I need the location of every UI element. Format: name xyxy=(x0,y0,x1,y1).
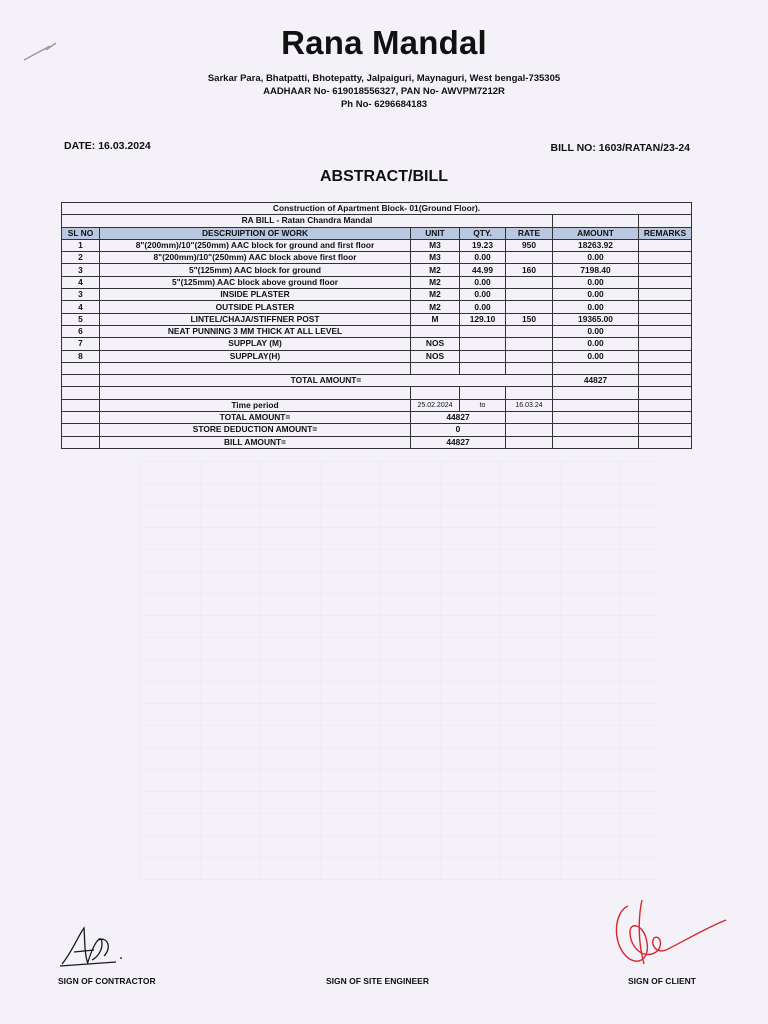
cell-qty xyxy=(460,338,506,350)
project-title: Construction of Apartment Block- 01(Ground Floor). xyxy=(62,203,692,215)
cell-amount: 18263.92 xyxy=(553,239,639,251)
cell-desc: 8"(200mm)/10"(250mm) AAC block above first floor xyxy=(100,252,411,264)
cell-desc: 5"(125mm) AAC block for ground xyxy=(100,264,411,276)
cell-unit: NOS xyxy=(411,338,460,350)
cell-rate: 950 xyxy=(506,239,553,251)
column-header: AMOUNT xyxy=(553,227,639,239)
time-period-label: Time period xyxy=(100,399,411,411)
cell-rate: 160 xyxy=(506,264,553,276)
cell-unit xyxy=(411,325,460,337)
cell-qty: 0.00 xyxy=(460,301,506,313)
table-row xyxy=(62,289,692,301)
cell-qty: 0.00 xyxy=(460,252,506,264)
document-title: ABSTRACT/BILL xyxy=(320,168,448,185)
bill-amount-value: 44827 xyxy=(411,436,506,448)
cell-amount: 0.00 xyxy=(553,301,639,313)
period-from: 25.02.2024 xyxy=(411,399,460,411)
cell-desc: 8"(200mm)/10"(250mm) AAC block for ground and first floor xyxy=(100,239,411,251)
cell-qty: 19.23 xyxy=(460,239,506,251)
cell-remarks xyxy=(639,338,692,350)
client-signature-icon xyxy=(608,898,732,976)
cell-unit: M3 xyxy=(411,252,460,264)
id-line: AADHAAR No- 619018556327, PAN No- AWVPM7212R xyxy=(263,86,505,97)
cell-remarks xyxy=(639,301,692,313)
engineer-sign-label: SIGN OF SITE ENGINEER xyxy=(326,976,429,986)
project-row xyxy=(62,203,692,215)
cell-unit: M3 xyxy=(411,239,460,251)
cell-qty xyxy=(460,350,506,362)
cell-amount: 19365.00 xyxy=(553,313,639,325)
cell-rate xyxy=(506,289,553,301)
ra-bill-label: RA BILL - Ratan Chandra Mandal xyxy=(62,215,553,227)
phone-line: Ph No- 6296684183 xyxy=(340,99,428,110)
cell-sl: 3 xyxy=(62,289,100,301)
cell-desc: OUTSIDE PLASTER xyxy=(100,301,411,313)
cell-amount: 0.00 xyxy=(553,252,639,264)
client-sign-label: SIGN OF CLIENT xyxy=(628,976,696,986)
store-deduction-row xyxy=(62,424,692,436)
table-header-row xyxy=(62,227,692,239)
cell-sl: 8 xyxy=(62,350,100,362)
store-deduction-label: STORE DEDUCTION AMOUNT= xyxy=(100,424,411,436)
cell-unit: M2 xyxy=(411,301,460,313)
contractor-signature-icon xyxy=(58,922,128,970)
store-deduction-value: 0 xyxy=(411,424,506,436)
cell-rate xyxy=(506,301,553,313)
column-header: DESCRUIPTION OF WORK xyxy=(100,227,411,239)
cell-sl: 1 xyxy=(62,239,100,251)
summary-total-value: 44827 xyxy=(411,412,506,424)
cell-rate xyxy=(506,252,553,264)
cell-rate xyxy=(506,325,553,337)
cell-amount: 0.00 xyxy=(553,325,639,337)
cell-rate: 150 xyxy=(506,313,553,325)
item-rows xyxy=(62,239,692,362)
cell-unit: M2 xyxy=(411,276,460,288)
cell-desc: NEAT PUNNING 3 MM THICK AT ALL LEVEL xyxy=(100,325,411,337)
cell-remarks xyxy=(639,325,692,337)
bill-table xyxy=(61,202,692,449)
ra-bill-row xyxy=(62,215,692,227)
show-through-background xyxy=(140,460,660,880)
cell-unit: M2 xyxy=(411,289,460,301)
cell-desc: LINTEL/CHAJA/STIFFNER POST xyxy=(100,313,411,325)
cell-sl: 7 xyxy=(62,338,100,350)
cell-amount: 0.00 xyxy=(553,338,639,350)
summary-total-label: TOTAL AMOUNT= xyxy=(100,412,411,424)
cell-sl: 4 xyxy=(62,276,100,288)
table-row xyxy=(62,276,692,288)
column-header: RATE xyxy=(506,227,553,239)
cell-qty: 0.00 xyxy=(460,289,506,301)
bill-date: DATE: 16.03.2024 xyxy=(64,140,151,152)
table-row xyxy=(62,338,692,350)
cell-remarks xyxy=(639,289,692,301)
column-header: QTY. xyxy=(460,227,506,239)
column-header: SL NO xyxy=(62,227,100,239)
time-period-row xyxy=(62,399,692,411)
cell-qty: 129.10 xyxy=(460,313,506,325)
cell-sl: 6 xyxy=(62,325,100,337)
bill-number: BILL NO: 1603/RATAN/23-24 xyxy=(550,142,690,154)
cell-qty: 0.00 xyxy=(460,276,506,288)
table-row xyxy=(62,350,692,362)
cell-unit: NOS xyxy=(411,350,460,362)
cell-desc: 5"(125mm) AAC block above ground floor xyxy=(100,276,411,288)
blank-row xyxy=(62,362,692,374)
contractor-sign-label: SIGN OF CONTRACTOR xyxy=(58,976,156,986)
blank-row xyxy=(62,387,692,399)
cell-sl: 2 xyxy=(62,252,100,264)
column-header: REMARKS xyxy=(639,227,692,239)
cell-rate xyxy=(506,350,553,362)
cell-desc: INSIDE PLASTER xyxy=(100,289,411,301)
cell-unit: M xyxy=(411,313,460,325)
cell-remarks xyxy=(639,350,692,362)
table-row xyxy=(62,313,692,325)
cell-remarks xyxy=(639,239,692,251)
cell-amount: 7198.40 xyxy=(553,264,639,276)
cell-sl: 3 xyxy=(62,264,100,276)
cell-qty: 44.99 xyxy=(460,264,506,276)
total-label: TOTAL AMOUNT= xyxy=(100,375,553,387)
cell-amount: 0.00 xyxy=(553,276,639,288)
column-header: UNIT xyxy=(411,227,460,239)
cell-amount: 0.00 xyxy=(553,350,639,362)
cell-desc: SUPPLAY (M) xyxy=(100,338,411,350)
cell-sl: 4 xyxy=(62,301,100,313)
period-to-word: to xyxy=(460,399,506,411)
bill-amount-label: BILL AMOUNT= xyxy=(100,436,411,448)
cell-remarks xyxy=(639,252,692,264)
bill-amount-row xyxy=(62,436,692,448)
table-row xyxy=(62,252,692,264)
period-to: 16.03.24 xyxy=(506,399,553,411)
summary-total-row xyxy=(62,412,692,424)
cell-unit: M2 xyxy=(411,264,460,276)
company-name: Rana Mandal xyxy=(281,24,487,61)
cell-rate xyxy=(506,338,553,350)
cell-amount: 0.00 xyxy=(553,289,639,301)
cell-rate xyxy=(506,276,553,288)
cell-remarks xyxy=(639,313,692,325)
cell-desc: SUPPLAY(H) xyxy=(100,350,411,362)
table-row xyxy=(62,325,692,337)
address-line: Sarkar Para, Bhatpatti, Bhotepatty, Jalpaiguri, Maynaguri, West bengal-735305 xyxy=(207,73,561,84)
cell-qty xyxy=(460,325,506,337)
table-row xyxy=(62,264,692,276)
total-value: 44827 xyxy=(553,375,639,387)
table-row xyxy=(62,301,692,313)
cell-sl: 5 xyxy=(62,313,100,325)
total-row xyxy=(62,375,692,387)
cell-remarks xyxy=(639,276,692,288)
table-row xyxy=(62,239,692,251)
cell-remarks xyxy=(639,264,692,276)
